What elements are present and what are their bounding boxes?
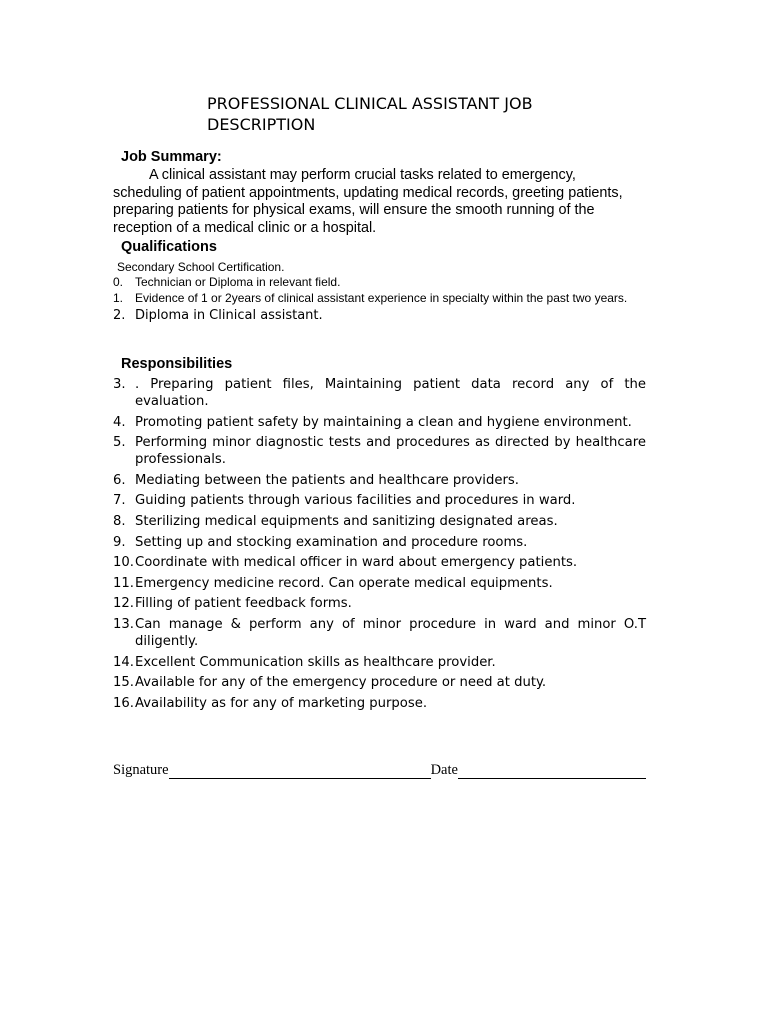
list-item-text: Guiding patients through various facilities and procedures in ward.	[135, 493, 576, 509]
list-item-number: 16.	[113, 695, 134, 711]
signature-line[interactable]	[169, 763, 431, 779]
list-item-number: 5.	[113, 435, 126, 451]
list-item-number: 1.	[113, 290, 124, 305]
list-item-text: Evidence of 1 or 2years of clinical assistant experience in specialty within the past two years.	[135, 290, 628, 305]
list-item-number: 8.	[113, 513, 126, 529]
list-item-number: 11.	[113, 575, 134, 591]
list-item-text: Setting up and stocking examination and procedure rooms.	[135, 534, 528, 550]
list-item	[113, 674, 646, 691]
list-item	[113, 534, 646, 551]
list-item	[113, 513, 646, 530]
list-item-text: Emergency medicine record. Can operate medical equipments.	[135, 575, 553, 591]
qualification-first-item: Secondary School Certification.	[117, 260, 285, 274]
list-item	[113, 472, 646, 489]
list-item-number: 13.	[113, 616, 134, 632]
list-item	[113, 275, 646, 291]
signature-row	[113, 762, 653, 779]
responsibilities-heading: Responsibilities	[121, 356, 233, 372]
list-item-text: Available for any of the emergency procedure or need at duty.	[135, 675, 547, 691]
list-item	[113, 291, 646, 307]
list-item	[113, 492, 646, 509]
list-item	[113, 595, 646, 612]
list-item-number: 4.	[113, 414, 126, 430]
list-item	[113, 554, 646, 571]
date-line[interactable]	[458, 763, 646, 779]
list-item-number: 0.	[113, 275, 124, 289]
list-item	[113, 695, 646, 712]
list-item-text: Mediating between the patients and healthcare providers.	[135, 472, 519, 488]
list-item-number: 10.	[113, 555, 134, 571]
qualifications-heading: Qualifications	[121, 239, 217, 255]
list-item-text: Excellent Communication skills as healthcare provider.	[135, 654, 496, 670]
list-item-text: Performing minor diagnostic tests and procedures as directed by healthcare professionals.	[135, 435, 646, 468]
job-summary-text: A clinical assistant may perform crucial tasks related to emergency, scheduling of patient appointments, updating medical records, greeting patients, preparing patients for physical exams, will ensure the smooth running of the reception of a medical clinic or a hospital.	[113, 167, 623, 236]
list-item-number: 6.	[113, 472, 126, 488]
date-label: Date	[430, 762, 458, 778]
list-item-text: Diploma in Clinical assistant.	[135, 308, 323, 323]
list-item	[113, 654, 646, 671]
list-item-text: Filling of patient feedback forms.	[135, 596, 352, 612]
list-item-text: Availability as for any of marketing purpose.	[135, 695, 428, 711]
list-item-text: Can manage & perform any of minor procedure in ward and minor O.T diligently.	[135, 616, 646, 649]
responsibilities-list	[113, 376, 646, 715]
list-item	[113, 414, 646, 431]
qualifications-list	[113, 275, 646, 324]
list-item	[113, 616, 646, 650]
document-title: PROFESSIONAL CLINICAL ASSISTANT JOB DESCRIPTION	[207, 94, 533, 134]
list-item-text: Coordinate with medical officer in ward about emergency patients.	[135, 555, 578, 571]
list-item-number: 14.	[113, 654, 134, 670]
list-item-number: 2.	[113, 308, 126, 323]
list-item-number: 9.	[113, 534, 126, 550]
list-item-text: Technician or Diploma in relevant field.	[135, 275, 341, 289]
list-item-text: . Preparing patient files, Maintaining patient data record any of the evaluation.	[135, 377, 646, 409]
list-item-text: Promoting patient safety by maintaining a clean and hygiene environment.	[135, 414, 632, 430]
signature-label: Signature	[113, 762, 169, 778]
list-item	[113, 434, 646, 468]
job-summary-heading: Job Summary:	[121, 149, 222, 165]
list-item	[113, 575, 646, 592]
list-item-number: 15.	[113, 675, 134, 691]
list-item	[113, 307, 646, 324]
list-item-text: Sterilizing medical equipments and sanitizing designated areas.	[135, 513, 558, 529]
list-item-number: 12.	[113, 596, 134, 612]
list-item-number: 3.	[113, 377, 126, 392]
list-item	[113, 376, 646, 410]
list-item-number: 7.	[113, 493, 126, 509]
